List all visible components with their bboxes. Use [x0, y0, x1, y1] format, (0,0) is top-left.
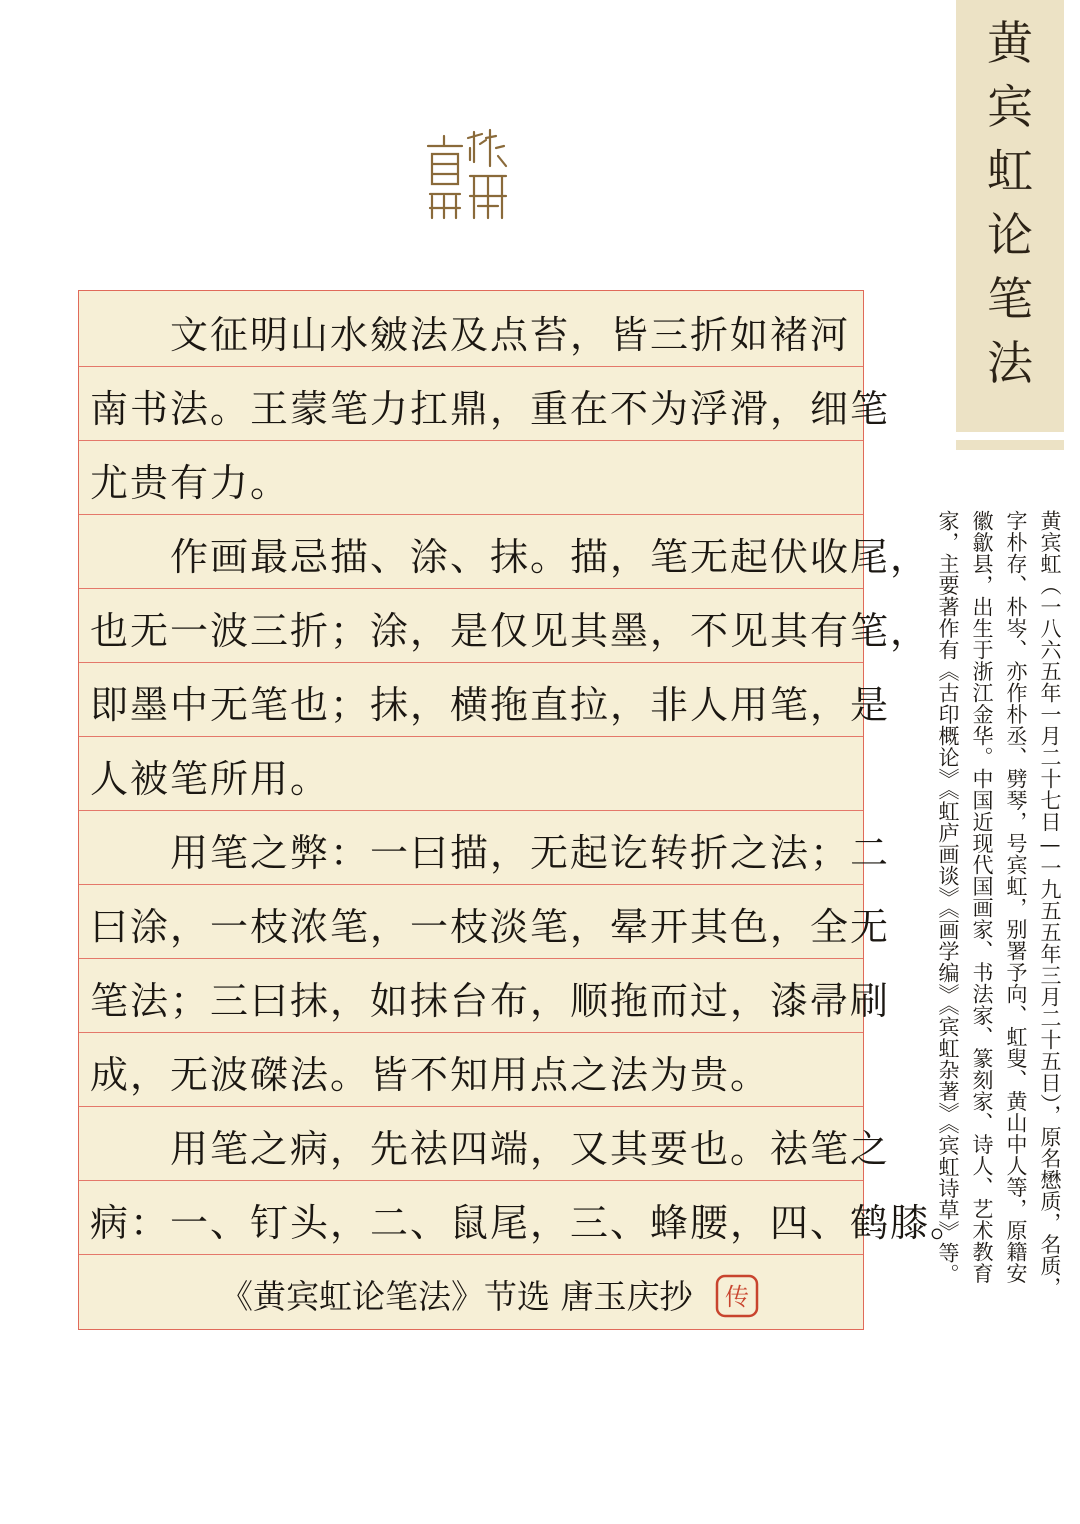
bio-column: 字朴存、朴岑、亦作朴丞、劈琴，号宾虹，别署予向、虹叟、黄山中人等，原籍安 [1004, 510, 1028, 1284]
text-row: 用笔之病，先祛四端，又其要也。祛笔之 [90, 1127, 891, 1171]
text-row: 尤贵有力。 [90, 461, 291, 505]
title-banner [956, 0, 1064, 432]
text-row: 病：一、钉头，二、鼠尾，三、蜂腰，四、鹤膝。 [90, 1201, 971, 1245]
title-char: 黄 [987, 16, 1033, 70]
bio-column: 徽歙县，出生于浙江金华。中国近现代国画家、书法家、篆刻家、诗人、艺术教育 [970, 510, 994, 1284]
seal-stamp-top [424, 126, 510, 222]
text-row: 用笔之弊：一曰描，无起讫转折之法；二 [90, 831, 891, 875]
text-row: 曰涂，一枝浓笔，一枝淡笔，晕开其色，全无 [90, 905, 891, 949]
title-char: 宾 [987, 80, 1033, 134]
title-char: 论 [987, 208, 1033, 262]
title-divider [956, 440, 1064, 450]
credit-line: 《黄宾虹论笔法》节选 唐玉庆抄 [220, 1277, 693, 1316]
title-char: 法 [987, 336, 1033, 390]
text-row: 文征明山水皴法及点苔，皆三折如褚河 [90, 313, 851, 357]
text-row: 也无一波三折；涂，是仅见其墨，不见其有笔， [90, 609, 931, 653]
text-row: 成，无波磔法。皆不知用点之法为贵。 [90, 1053, 771, 1097]
bio-column: 家，主要著作有《古印概论》《虹庐画谈》《画学编》《宾虹杂著》《宾虹诗草》等。 [936, 510, 960, 1285]
title-char: 笔 [987, 272, 1033, 326]
seal-small-text: 传 [725, 1283, 749, 1311]
seal-stamp-small [713, 1272, 761, 1320]
text-row: 作画最忌描、涂、抹。描，笔无起伏收尾， [90, 535, 931, 579]
text-row: 即墨中无笔也；抹，横拖直拉，非人用笔，是 [90, 683, 891, 727]
text-row: 南书法。王蒙笔力扛鼎，重在不为浮滑，细笔 [90, 387, 891, 431]
title-char: 虹 [987, 144, 1033, 198]
text-row: 笔法；三曰抹，如抹台布，顺拖而过，漆帚刷 [90, 979, 891, 1023]
text-row: 人被笔所用。 [90, 757, 331, 801]
bio-column: 黄宾虹（一八六五年一月二十七日—一九五五年三月二十五日），原名懋质，名质， [1038, 510, 1062, 1298]
